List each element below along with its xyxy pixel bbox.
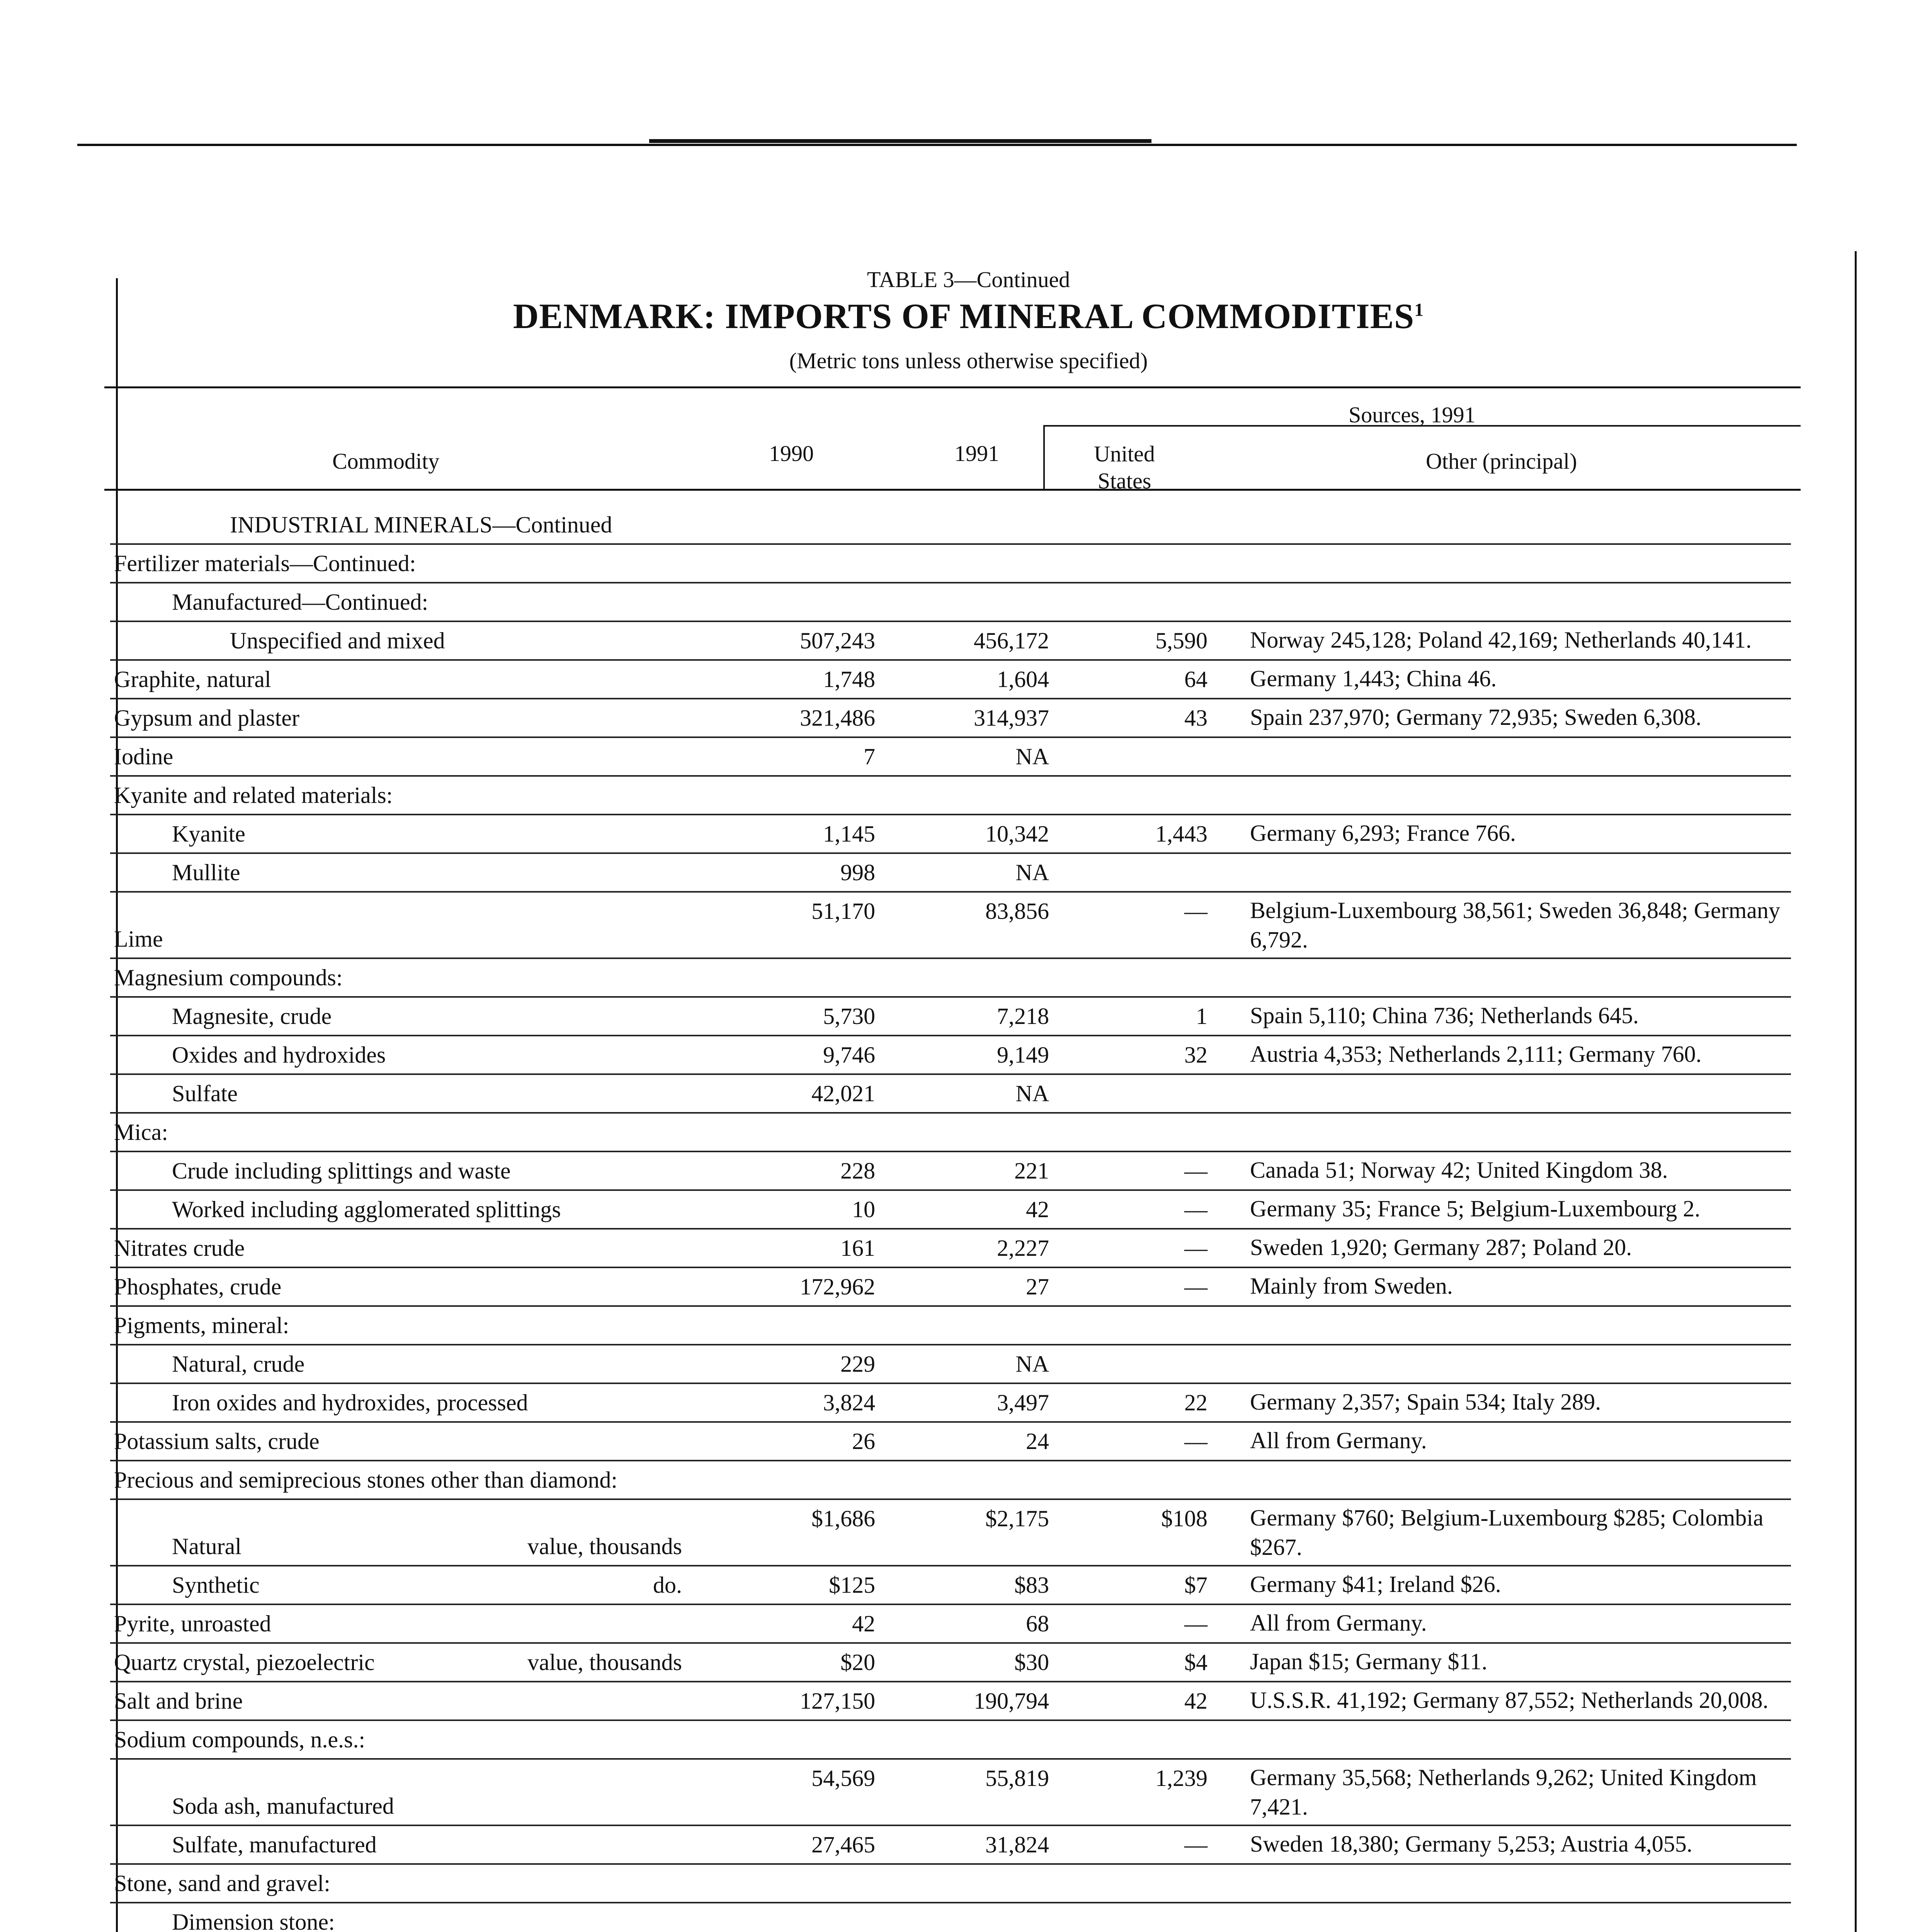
commodity-label: Worked including agglomerated splittings — [172, 1197, 561, 1222]
imports-table-body — [110, 506, 1791, 1932]
other-sources-cell: Germany 2,357; Spain 534; Italy 289. — [1227, 1383, 1791, 1422]
header-other-principal: Other (principal) — [1426, 449, 1577, 474]
table-row — [110, 1759, 1791, 1825]
value-1990-cell: 172,962 — [697, 1267, 891, 1306]
commodity-label: Pigments, mineral: — [114, 1313, 289, 1338]
unit-label: do. — [653, 1572, 682, 1598]
value-1991-cell — [891, 958, 1065, 997]
united-states-cell: 42 — [1065, 1682, 1227, 1720]
table-row — [110, 853, 1791, 892]
value-1990-cell — [697, 506, 891, 544]
commodity-label: Iodine — [114, 744, 173, 769]
value-1990-cell: 127,150 — [697, 1682, 891, 1720]
commodity-label: Pyrite, unroasted — [114, 1611, 271, 1636]
value-1991-cell: 9,149 — [891, 1036, 1065, 1074]
united-states-cell: 32 — [1065, 1036, 1227, 1074]
value-1991-cell: 31,824 — [891, 1825, 1065, 1864]
commodity-cell — [110, 1422, 697, 1461]
united-states-cell: 43 — [1065, 699, 1227, 737]
value-1990-cell — [697, 1306, 891, 1345]
other-sources-cell: Sweden 1,920; Germany 287; Poland 20. — [1227, 1229, 1791, 1267]
commodity-label: Gypsum and plaster — [114, 705, 299, 731]
commodity-cell — [110, 1682, 697, 1720]
commodity-cell — [110, 853, 697, 892]
value-1991-cell — [891, 776, 1065, 815]
united-states-cell: — — [1065, 1825, 1227, 1864]
value-1990-cell: 1,748 — [697, 660, 891, 699]
commodity-label: Iron oxides and hydroxides, processed — [172, 1390, 528, 1415]
value-1990-cell: 998 — [697, 853, 891, 892]
table-row — [110, 1229, 1791, 1267]
value-1990-cell: 51,170 — [697, 892, 891, 958]
value-1991-cell — [891, 544, 1065, 583]
other-sources-cell — [1227, 544, 1791, 583]
value-1991-cell — [891, 1461, 1065, 1499]
value-1991-cell: $83 — [891, 1566, 1065, 1604]
table-row — [110, 737, 1791, 776]
united-states-cell: $108 — [1065, 1499, 1227, 1566]
commodity-cell — [110, 1190, 697, 1229]
united-states-cell — [1065, 1074, 1227, 1113]
table-row — [110, 1074, 1791, 1113]
commodity-cell — [110, 1903, 697, 1932]
other-sources-cell: Austria 4,353; Netherlands 2,111; Germany 760. — [1227, 1036, 1791, 1074]
table-row — [110, 1864, 1791, 1903]
united-states-cell: $4 — [1065, 1643, 1227, 1682]
other-sources-cell: Canada 51; Norway 42; United Kingdom 38. — [1227, 1151, 1791, 1190]
header-1991: 1991 — [954, 441, 999, 466]
value-1990-cell: $125 — [697, 1566, 891, 1604]
right-margin-rule — [1855, 251, 1857, 1932]
value-1990-cell: 161 — [697, 1229, 891, 1267]
table-row — [110, 1383, 1791, 1422]
value-1990-cell: 3,824 — [697, 1383, 891, 1422]
other-sources-cell — [1227, 1864, 1791, 1903]
value-1991-cell: 190,794 — [891, 1682, 1065, 1720]
top-rule-thick — [649, 139, 1151, 143]
united-states-cell — [1065, 1864, 1227, 1903]
value-1990-cell: 42,021 — [697, 1074, 891, 1113]
commodity-label: Manufactured—Continued: — [172, 589, 429, 615]
table-row — [110, 1461, 1791, 1499]
value-1990-cell: 10 — [697, 1190, 891, 1229]
other-sources-cell: U.S.S.R. 41,192; Germany 87,552; Netherlands 20,008. — [1227, 1682, 1791, 1720]
commodity-label: Mullite — [172, 860, 240, 885]
value-1990-cell: 27,465 — [697, 1825, 891, 1864]
united-states-cell: 1,443 — [1065, 815, 1227, 853]
table-row — [110, 892, 1791, 958]
table-row — [110, 1151, 1791, 1190]
top-rule — [77, 144, 1797, 146]
value-1990-cell — [697, 1461, 891, 1499]
other-sources-cell — [1227, 1345, 1791, 1383]
other-sources-cell: All from Germany. — [1227, 1422, 1791, 1461]
commodity-cell — [110, 1036, 697, 1074]
table-row — [110, 776, 1791, 815]
other-sources-cell: Spain 5,110; China 736; Netherlands 645. — [1227, 997, 1791, 1036]
commodity-cell — [110, 699, 697, 737]
table-row — [110, 1036, 1791, 1074]
united-states-cell: $7 — [1065, 1566, 1227, 1604]
other-sources-cell — [1227, 958, 1791, 997]
table-row — [110, 660, 1791, 699]
value-1991-cell: 221 — [891, 1151, 1065, 1190]
value-1991-cell — [891, 1306, 1065, 1345]
other-sources-cell: Japan $15; Germany $11. — [1227, 1643, 1791, 1682]
other-sources-cell: Norway 245,128; Poland 42,169; Netherlands 40,141. — [1227, 621, 1791, 660]
value-1990-cell: 321,486 — [697, 699, 891, 737]
united-states-cell — [1065, 853, 1227, 892]
value-1991-cell: 27 — [891, 1267, 1065, 1306]
other-sources-cell — [1227, 737, 1791, 776]
other-sources-cell: All from Germany. — [1227, 1604, 1791, 1643]
value-1990-cell — [697, 1720, 891, 1759]
table-row — [110, 1825, 1791, 1864]
commodity-label: Sodium compounds, n.e.s.: — [114, 1727, 366, 1752]
table-row — [110, 997, 1791, 1036]
other-sources-cell: Spain 237,970; Germany 72,935; Sweden 6,308. — [1227, 699, 1791, 737]
commodity-cell — [110, 1267, 697, 1306]
commodity-cell — [110, 1720, 697, 1759]
united-states-cell — [1065, 1113, 1227, 1151]
other-sources-cell: Germany $41; Ireland $26. — [1227, 1566, 1791, 1604]
commodity-cell — [110, 958, 697, 997]
commodity-label: INDUSTRIAL MINERALS—Continued — [230, 512, 612, 537]
other-sources-cell: Germany 35; France 5; Belgium-Luxembourg 2. — [1227, 1190, 1791, 1229]
table-row — [110, 1306, 1791, 1345]
table-subtitle: (Metric tons unless otherwise specified) — [789, 348, 1148, 373]
commodity-label: Kyanite — [172, 821, 245, 847]
value-1991-cell: $30 — [891, 1643, 1065, 1682]
commodity-cell — [110, 1499, 697, 1566]
commodity-label: Phosphates, crude — [114, 1274, 282, 1299]
header-united-states: United States — [1094, 441, 1155, 493]
value-1991-cell: NA — [891, 1074, 1065, 1113]
commodity-label: Quartz crystal, piezoelectric — [114, 1650, 375, 1675]
other-sources-cell: Germany 35,568; Netherlands 9,262; United Kingdom 7,421. — [1227, 1759, 1791, 1825]
other-sources-cell — [1227, 1461, 1791, 1499]
commodity-label: Natural — [172, 1534, 242, 1559]
value-1990-cell — [697, 776, 891, 815]
value-1991-cell: 10,342 — [891, 815, 1065, 853]
united-states-cell — [1065, 1461, 1227, 1499]
commodity-cell — [110, 1074, 697, 1113]
other-sources-cell: Belgium-Luxembourg 38,561; Sweden 36,848; Germany 6,792. — [1227, 892, 1791, 958]
united-states-cell: — — [1065, 1190, 1227, 1229]
united-states-cell — [1065, 1306, 1227, 1345]
value-1991-cell: 314,937 — [891, 699, 1065, 737]
commodity-cell — [110, 1113, 697, 1151]
value-1991-cell — [891, 1864, 1065, 1903]
value-1991-cell: 456,172 — [891, 621, 1065, 660]
united-states-cell — [1065, 506, 1227, 544]
value-1990-cell: 9,746 — [697, 1036, 891, 1074]
other-sources-cell — [1227, 853, 1791, 892]
commodity-label: Nitrates crude — [114, 1235, 245, 1261]
table-row — [110, 1720, 1791, 1759]
other-sources-cell: Germany 1,443; China 46. — [1227, 660, 1791, 699]
commodity-cell — [110, 1825, 697, 1864]
value-1991-cell: 68 — [891, 1604, 1065, 1643]
table-row — [110, 958, 1791, 997]
other-sources-cell — [1227, 776, 1791, 815]
value-1991-cell — [891, 1903, 1065, 1932]
value-1991-cell: 1,604 — [891, 660, 1065, 699]
commodity-label: Precious and semiprecious stones other than diamond: — [114, 1467, 618, 1493]
table-row — [110, 1190, 1791, 1229]
united-states-cell — [1065, 583, 1227, 621]
imports-table — [110, 506, 1791, 1932]
other-sources-cell: Sweden 18,380; Germany 5,253; Austria 4,055. — [1227, 1825, 1791, 1864]
value-1990-cell — [697, 544, 891, 583]
commodity-cell — [110, 1383, 697, 1422]
commodity-cell — [110, 892, 697, 958]
commodity-label: Lime — [114, 926, 163, 952]
united-states-cell: — — [1065, 1229, 1227, 1267]
value-1990-cell: 54,569 — [697, 1759, 891, 1825]
united-states-cell: — — [1065, 1604, 1227, 1643]
united-states-cell: 5,590 — [1065, 621, 1227, 660]
value-1991-cell — [891, 1113, 1065, 1151]
value-1991-cell: 7,218 — [891, 997, 1065, 1036]
value-1990-cell: 7 — [697, 737, 891, 776]
united-states-cell — [1065, 544, 1227, 583]
commodity-label: Salt and brine — [114, 1688, 243, 1714]
other-sources-cell — [1227, 1113, 1791, 1151]
header-bottom-rule — [104, 489, 1801, 491]
commodity-label: Potassium salts, crude — [114, 1429, 320, 1454]
united-states-cell: — — [1065, 892, 1227, 958]
table-row — [110, 544, 1791, 583]
us-column-divider — [1043, 425, 1045, 489]
table-row — [110, 1422, 1791, 1461]
commodity-cell — [110, 544, 697, 583]
value-1990-cell: 1,145 — [697, 815, 891, 853]
other-sources-cell — [1227, 506, 1791, 544]
united-states-cell: — — [1065, 1422, 1227, 1461]
other-sources-cell — [1227, 1903, 1791, 1932]
title-footnote-marker: 1 — [1414, 299, 1424, 320]
commodity-cell — [110, 583, 697, 621]
united-states-cell: — — [1065, 1267, 1227, 1306]
commodity-cell — [110, 1151, 697, 1190]
other-sources-cell — [1227, 583, 1791, 621]
value-1990-cell: 42 — [697, 1604, 891, 1643]
value-1991-cell: NA — [891, 737, 1065, 776]
value-1990-cell — [697, 1113, 891, 1151]
value-1991-cell: 24 — [891, 1422, 1065, 1461]
table-row — [110, 1903, 1791, 1932]
united-states-cell — [1065, 1903, 1227, 1932]
value-1991-cell: 83,856 — [891, 892, 1065, 958]
commodity-cell — [110, 1864, 697, 1903]
commodity-label: Dimension stone: — [172, 1909, 335, 1932]
commodity-cell — [110, 1604, 697, 1643]
commodity-cell — [110, 1461, 697, 1499]
commodity-cell — [110, 621, 697, 660]
value-1990-cell: 228 — [697, 1151, 891, 1190]
commodity-label: Magnesium compounds: — [114, 965, 343, 990]
united-states-cell — [1065, 737, 1227, 776]
value-1990-cell — [697, 1864, 891, 1903]
united-states-cell — [1065, 1345, 1227, 1383]
value-1990-cell: $20 — [697, 1643, 891, 1682]
united-states-cell: 1 — [1065, 997, 1227, 1036]
united-states-cell — [1065, 776, 1227, 815]
value-1990-cell: $1,686 — [697, 1499, 891, 1566]
commodity-label: Fertilizer materials—Continued: — [114, 551, 416, 576]
commodity-label: Synthetic — [172, 1572, 260, 1598]
commodity-cell — [110, 737, 697, 776]
united-states-cell — [1065, 1720, 1227, 1759]
value-1991-cell: NA — [891, 853, 1065, 892]
table-row — [110, 1113, 1791, 1151]
unit-label: value, thousands — [527, 1650, 682, 1675]
value-1990-cell — [697, 958, 891, 997]
commodity-label: Graphite, natural — [114, 667, 271, 692]
commodity-label: Crude including splittings and waste — [172, 1158, 511, 1184]
value-1990-cell: 507,243 — [697, 621, 891, 660]
table-row — [110, 815, 1791, 853]
table-row — [110, 621, 1791, 660]
header-commodity: Commodity — [332, 449, 440, 474]
value-1990-cell: 5,730 — [697, 997, 891, 1036]
commodity-cell — [110, 660, 697, 699]
value-1991-cell: $2,175 — [891, 1499, 1065, 1566]
commodity-label: Kyanite and related materials: — [114, 782, 393, 808]
united-states-cell: 1,239 — [1065, 1759, 1227, 1825]
value-1991-cell: 55,819 — [891, 1759, 1065, 1825]
other-sources-cell: Germany 6,293; France 766. — [1227, 815, 1791, 853]
commodity-label: Soda ash, manufactured — [172, 1793, 394, 1819]
commodity-cell — [110, 1643, 697, 1682]
value-1991-cell: 2,227 — [891, 1229, 1065, 1267]
value-1991-cell: 3,497 — [891, 1383, 1065, 1422]
table-row — [110, 1566, 1791, 1604]
value-1990-cell — [697, 583, 891, 621]
united-states-cell: 64 — [1065, 660, 1227, 699]
value-1991-cell: NA — [891, 1345, 1065, 1383]
value-1991-cell — [891, 1720, 1065, 1759]
commodity-label: Oxides and hydroxides — [172, 1042, 386, 1068]
commodity-label: Sulfate — [172, 1081, 238, 1106]
commodity-label: Magnesite, crude — [172, 1003, 332, 1029]
united-states-cell — [1065, 958, 1227, 997]
table-caption: TABLE 3—Continued — [867, 267, 1070, 292]
commodity-label: Unspecified and mixed — [230, 628, 445, 653]
table-row — [110, 1267, 1791, 1306]
table-row — [110, 1345, 1791, 1383]
other-sources-cell — [1227, 1074, 1791, 1113]
unit-label: value, thousands — [527, 1534, 682, 1559]
commodity-cell — [110, 1759, 697, 1825]
commodity-cell — [110, 506, 697, 544]
other-sources-cell — [1227, 1306, 1791, 1345]
other-sources-cell: Mainly from Sweden. — [1227, 1267, 1791, 1306]
value-1991-cell — [891, 583, 1065, 621]
commodity-label: Natural, crude — [172, 1351, 305, 1377]
header-1990: 1990 — [769, 441, 814, 466]
other-sources-cell — [1227, 1720, 1791, 1759]
other-sources-cell: Germany $760; Belgium-Luxembourg $285; Colombia $267. — [1227, 1499, 1791, 1566]
commodity-cell — [110, 1345, 697, 1383]
table-row — [110, 699, 1791, 737]
table-title: DENMARK: IMPORTS OF MINERAL COMMODITIES$^1$ — [513, 296, 1424, 336]
table-row — [110, 1643, 1791, 1682]
table-row — [110, 583, 1791, 621]
united-states-cell: 22 — [1065, 1383, 1227, 1422]
commodity-cell — [110, 1306, 697, 1345]
commodity-cell — [110, 815, 697, 853]
table-row — [110, 1499, 1791, 1566]
commodity-label: Mica: — [114, 1119, 168, 1145]
table-row — [110, 1604, 1791, 1643]
commodity-cell — [110, 1566, 697, 1604]
commodity-label: Stone, sand and gravel: — [114, 1871, 330, 1896]
value-1991-cell: 42 — [891, 1190, 1065, 1229]
table-row — [110, 506, 1791, 544]
value-1990-cell: 229 — [697, 1345, 891, 1383]
commodity-cell — [110, 997, 697, 1036]
commodity-cell — [110, 776, 697, 815]
header-top-rule — [104, 386, 1801, 388]
table-row — [110, 1682, 1791, 1720]
commodity-cell — [110, 1229, 697, 1267]
header-sources: Sources, 1991 — [1349, 402, 1476, 427]
united-states-cell: — — [1065, 1151, 1227, 1190]
commodity-label: Sulfate, manufactured — [172, 1832, 377, 1857]
value-1990-cell — [697, 1903, 891, 1932]
value-1990-cell: 26 — [697, 1422, 891, 1461]
value-1991-cell — [891, 506, 1065, 544]
